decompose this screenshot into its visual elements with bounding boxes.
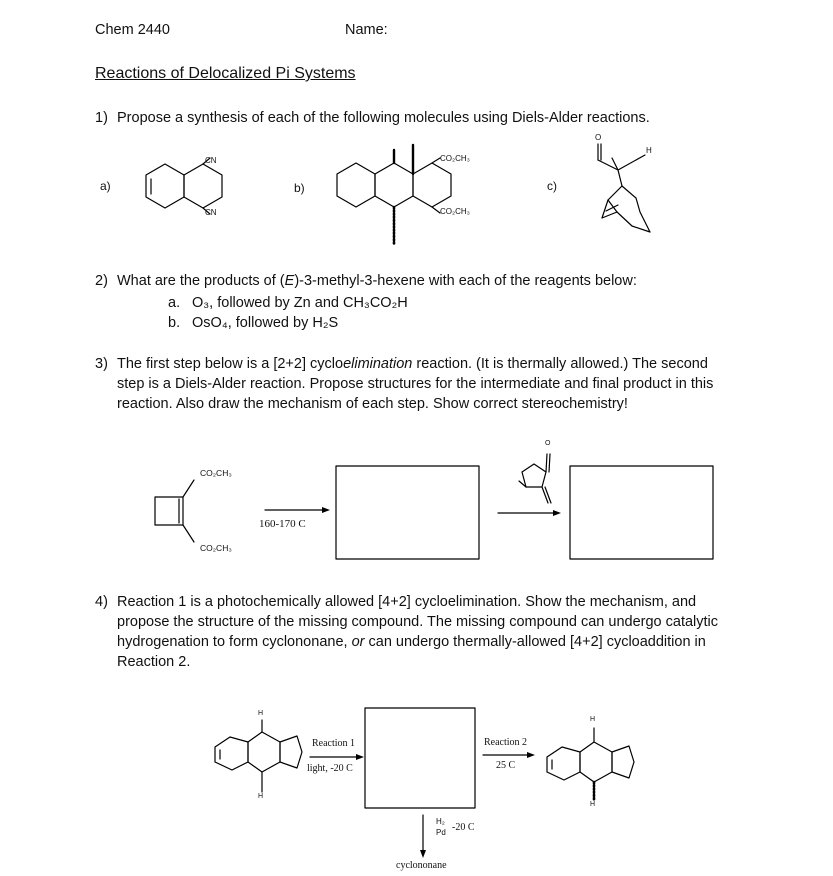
question-3-number: 3) [95,356,108,372]
molecule-a [146,158,222,214]
page-title: Reactions of Delocalized Pi Systems [95,65,356,82]
reaction-1-condition: light, -20 C [307,763,353,774]
q3-ester-top: CO₂CH₃ [200,468,232,478]
h-label-bottom-left: H [258,793,264,800]
question-2-item-b: b. OsO₄, followed by H₂S [168,315,339,331]
question-4-text: Reaction 1 is a photochemically allowed [4+2] cycloelimination. Show the mechanism, and propose the structure of the missing compound. The missing compound can undergo catalytic hydrogenation to form cyclononane, or can undergo thermally-allowed [4+2] cycloaddition in Reaction 2. [117,594,719,670]
name-label: Name: [345,22,388,38]
question-4-number: 4) [95,594,108,610]
intermediate-box[interactable] [336,466,479,559]
reaction-2-condition: 25 C [496,760,516,771]
question-3-text: The first step below is a [2+2] cycloelimination reaction. (It is thermally allowed.) The second step is a Diels-Alder reaction. Propose structures for the intermediate and final product in this reaction. Also draw the mechanism of each step. Show correct stereochemistry! [117,356,714,412]
final-product-box[interactable] [570,466,713,559]
question-2-number: 2) [95,273,108,289]
reaction-2-label: Reaction 2 [484,737,528,748]
aldehyde-o-label: O [595,133,602,142]
aldehyde-h-label: H [646,146,652,155]
q3-ester-bottom: CO₂CH₃ [200,543,232,553]
q4-starting-material [215,720,302,792]
cn-label-top: CN [205,156,217,165]
h-label-bottom-right: H [590,801,596,808]
q3-condition: 160-170 C [259,518,306,530]
q1-label-a: a) [100,179,111,193]
anhydride-reagent [519,454,551,503]
molecule-c [598,144,650,232]
h-label-top-left: H [258,710,264,717]
pd-label: Pd [436,828,446,837]
question-1-text: Propose a synthesis of each of the following molecules using Diels-Alder reactions. [117,110,650,126]
h-label-top-right: H [590,716,596,723]
q4-product [547,728,634,800]
anhydride-o-label: O [545,440,551,447]
cyclobutene-diester [155,480,194,542]
molecule-b [337,145,451,244]
missing-compound-box[interactable] [365,708,475,808]
ester-label-top: CO₂CH₃ [440,154,470,163]
hydrogenation-condition: -20 C [452,822,475,833]
cn-label-bottom: CN [205,208,217,217]
q1-label-c: c) [547,179,557,193]
question-2-text: What are the products of (E)-3-methyl-3-hexene with each of the reagents below: [117,273,637,289]
question-2-item-a: a. O₃, followed by Zn and CH₃CO₂H [168,295,408,311]
course-title: Chem 2440 [95,22,170,38]
cyclononane-label: cyclononane [396,860,447,871]
ester-label-bottom: CO₂CH₃ [440,207,470,216]
question-1-number: 1) [95,110,108,126]
h2-label: H₂ [436,817,445,826]
reaction-1-label: Reaction 1 [312,738,356,749]
q1-label-b: b) [294,181,305,195]
